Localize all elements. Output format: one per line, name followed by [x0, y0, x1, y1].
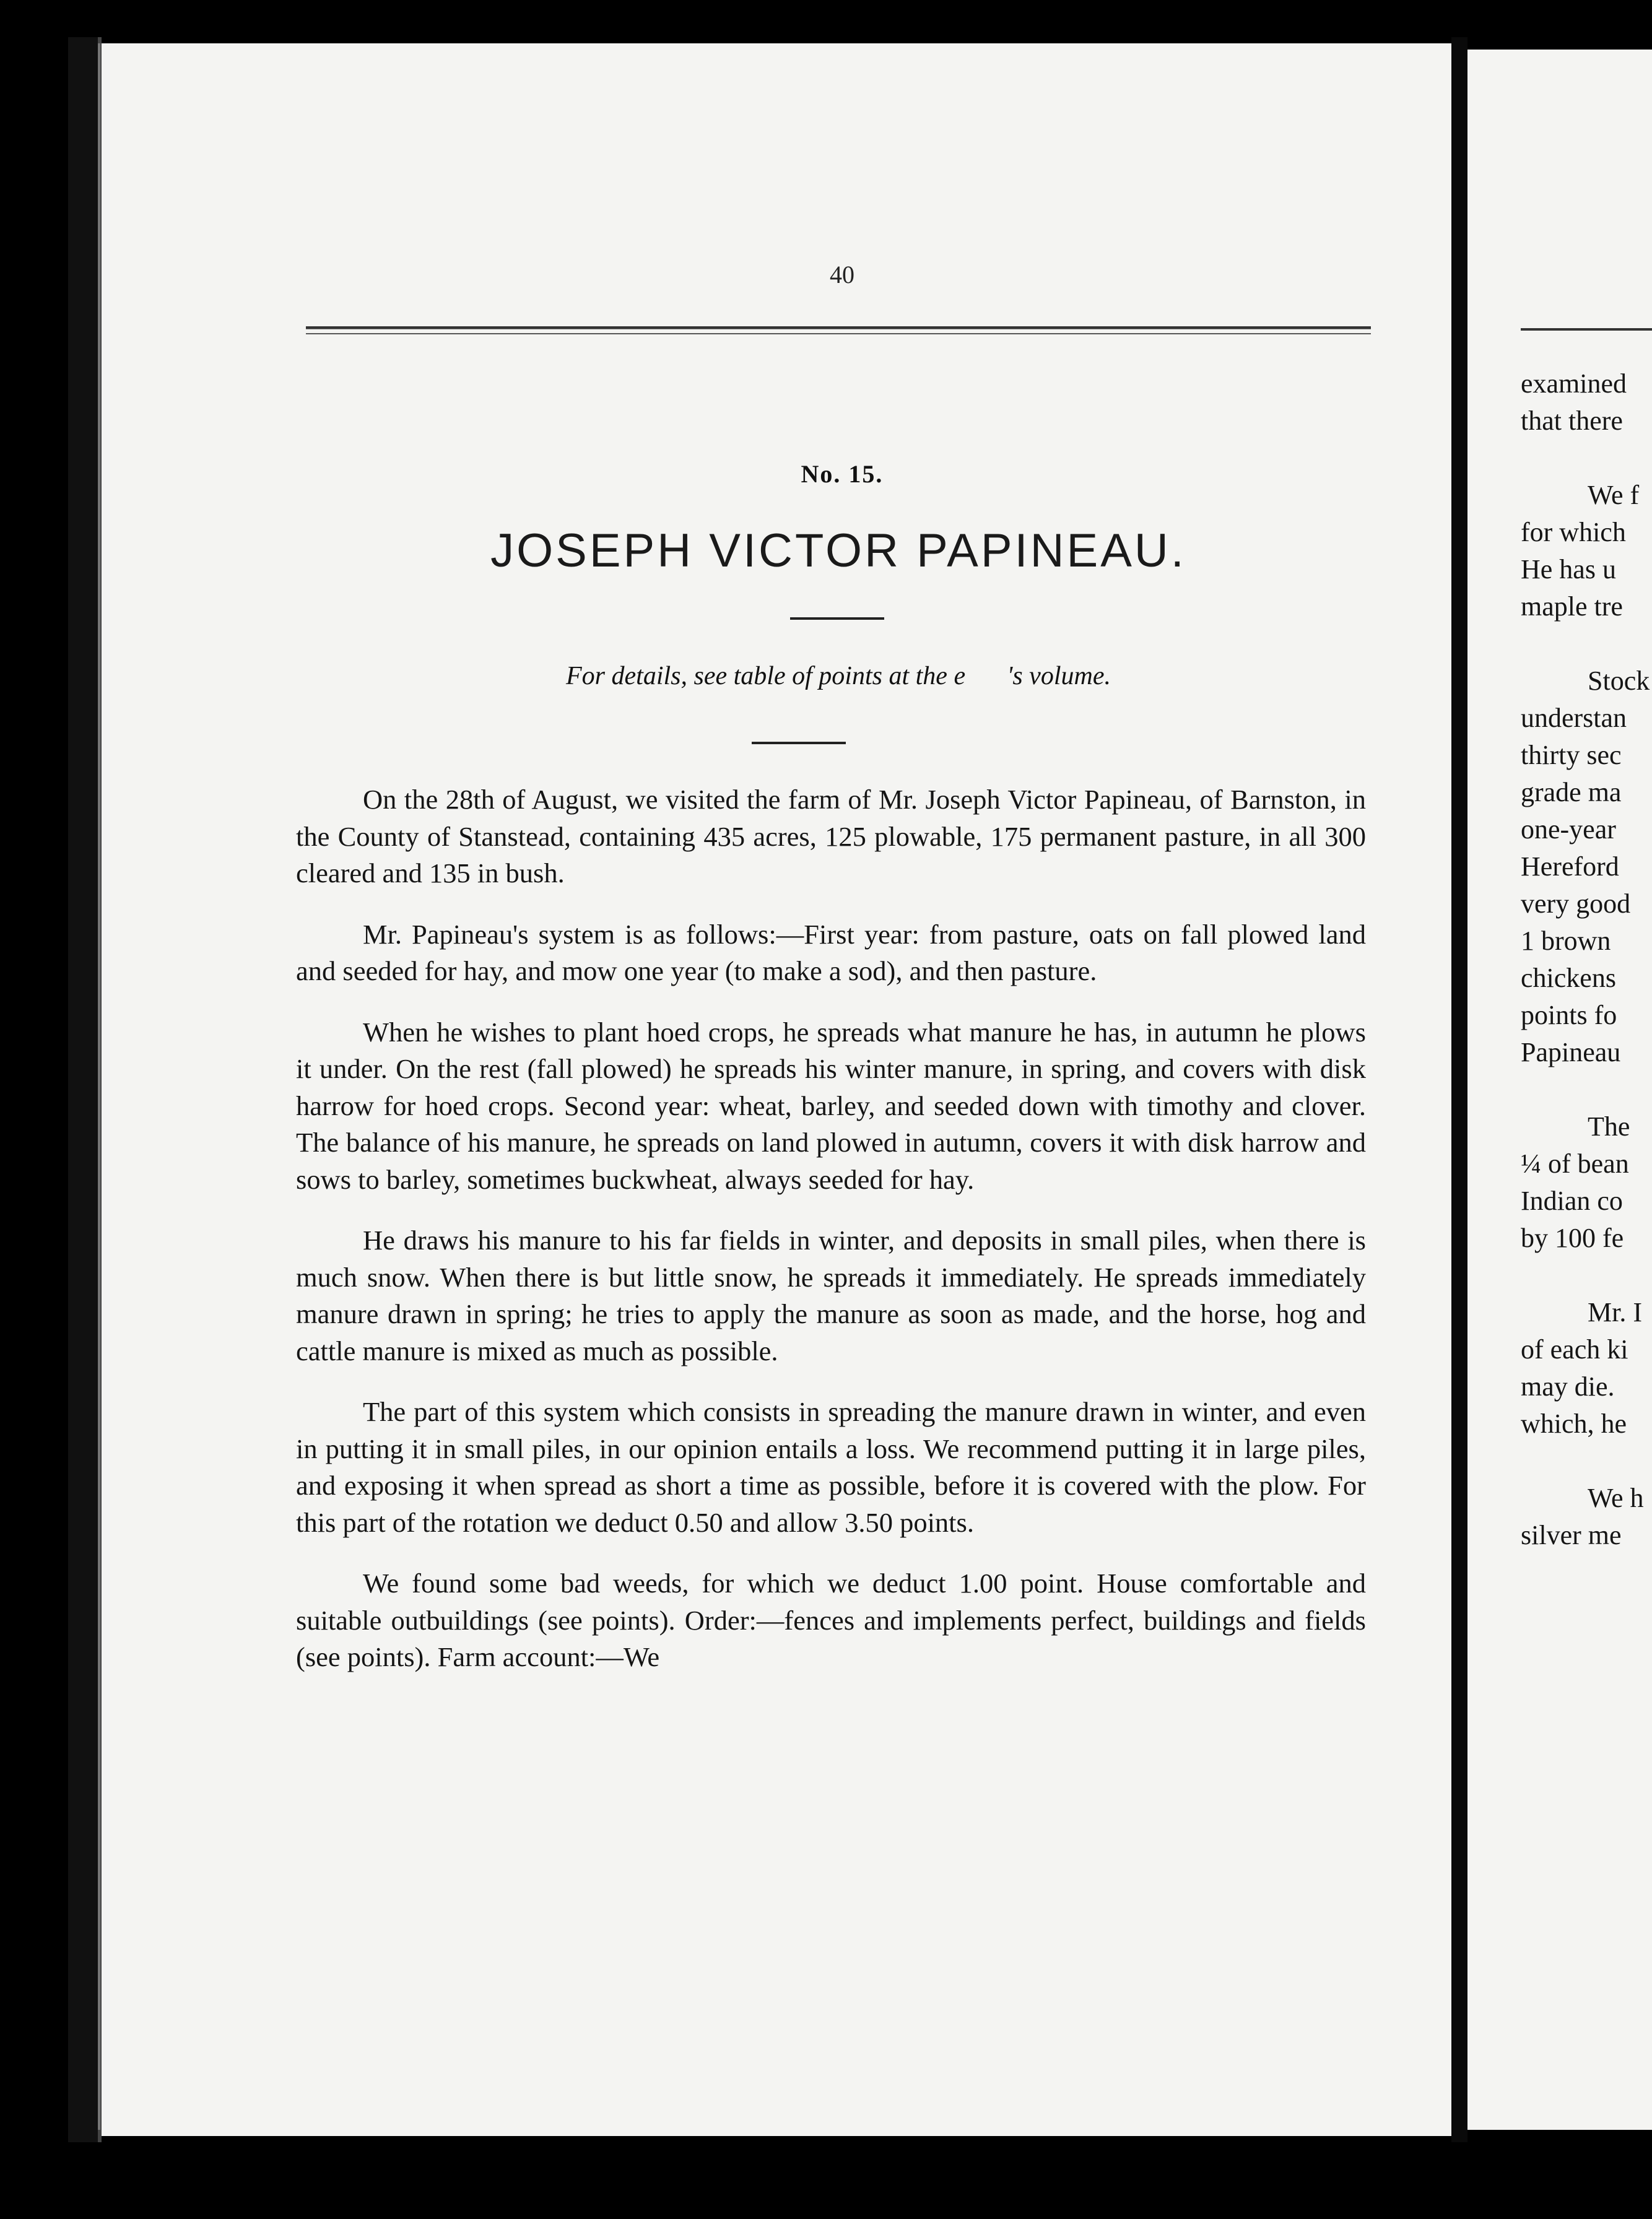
details-note-start: For details, see table of points at the e: [566, 662, 966, 690]
right-line: thirty sec: [1521, 740, 1622, 770]
right-line: for which: [1521, 517, 1626, 547]
right-line: Hereford: [1521, 851, 1619, 882]
header-rule: [306, 326, 1371, 329]
right-line: which, he: [1521, 1409, 1627, 1439]
right-gap: [1521, 440, 1652, 477]
heading-divider: [790, 617, 884, 620]
right-line: very good: [1521, 888, 1631, 919]
right-line: chickens: [1521, 963, 1616, 993]
right-line: Stock: [1588, 666, 1650, 696]
right-line: 1 brown: [1521, 926, 1611, 956]
right-gap: [1521, 1443, 1652, 1480]
right-line: that there: [1521, 406, 1623, 436]
right-page-header-rule: [1521, 328, 1652, 331]
binding-edge: [98, 43, 100, 2130]
paragraph-system: Mr. Papineau's system is as follows:—First year: from pasture, oats on fall plowed land and seeded for hay, and mow one year (to make a sod), and then pasture.: [296, 918, 1366, 986]
right-line: understan: [1521, 703, 1627, 733]
paragraph-visit: On the 28th of August, we visited the farm of Mr. Joseph Victor Papineau, of Barnston, in the County of Stanstead, containing 435 acres, 125 plowable, 175 permanent pasture, in all 300 cleared and 135 in bush.: [296, 784, 1366, 888]
right-gap: [1521, 1071, 1652, 1108]
details-note-end: 's volume.: [1007, 662, 1111, 690]
right-line: one-year: [1521, 814, 1616, 845]
right-line: Papineau: [1521, 1037, 1621, 1067]
right-gap: [1521, 1257, 1652, 1294]
page-number: 40: [830, 261, 854, 289]
right-line: points fo: [1521, 1000, 1617, 1030]
right-line: We h: [1588, 1483, 1644, 1513]
paragraph-opinion: The part of this system which consists in spreading the manure drawn in winter, and even in putting it in small piles, in our opinion entails a loss. We recommend putting it in large piles, and exposing it when spread as short a time as possible, before it is covered with the plow. For this part of the rotation we deduct 0.50 and allow 3.50 points.: [296, 1396, 1366, 1538]
header-rule-secondary: [306, 333, 1371, 334]
right-line: He has u: [1521, 554, 1616, 584]
right-line: maple tre: [1521, 591, 1623, 622]
paragraph-weeds: We found some bad weeds, for which we deduct 1.00 point. House comfortable and suitable outbuildings (see points). Order:—fences and implements perfect, buildings and fields (see points). Farm account:—We: [296, 1568, 1366, 1672]
record-number: No. 15.: [801, 460, 884, 488]
right-page-text: [1521, 365, 1652, 1554]
right-line: of each ki: [1521, 1334, 1628, 1365]
article-body: [296, 781, 1366, 1700]
right-line: Mr. I: [1588, 1297, 1642, 1327]
paragraph-hoed-crops: When he wishes to plant hoed crops, he spreads what manure he has, in autumn he plows it under. On the rest (fall plowed) he spreads his winter manure, in spring, and covers with disk harrow for hoed crops. Second year: wheat, barley, and seeded down with timothy and clover. The balance of his manure, he spreads on land plowed in autumn, covers it with disk harrow and sows to barley, sometimes buckwheat, always seeded for hay.: [296, 1016, 1366, 1195]
right-line: silver me: [1521, 1520, 1622, 1550]
right-line: may die.: [1521, 1371, 1615, 1402]
paragraph-manure-winter: He draws his manure to his far fields in winter, and deposits in small piles, when there is much snow. When there is but little snow, he spreads it immediately. He spreads immediately manure drawn in spring; he tries to apply the manure as soon as made, and the horse, hog and cattle manure is mixed as much as possible.: [296, 1225, 1366, 1366]
right-line: by 100 fe: [1521, 1223, 1624, 1253]
details-note: [306, 661, 1371, 691]
right-line: ¼ of bean: [1521, 1149, 1629, 1179]
right-gap: [1521, 625, 1652, 662]
details-divider: [752, 742, 846, 744]
page-gutter: [1451, 37, 1467, 2142]
book-binding: [68, 37, 102, 2142]
right-line: grade ma: [1521, 777, 1622, 807]
right-line: examined: [1521, 368, 1627, 399]
right-line: Indian co: [1521, 1186, 1623, 1216]
right-line: The: [1588, 1111, 1630, 1142]
right-line: We f: [1588, 480, 1640, 510]
farmer-name-heading: JOSEPH VICTOR PAPINEAU.: [490, 524, 1186, 577]
